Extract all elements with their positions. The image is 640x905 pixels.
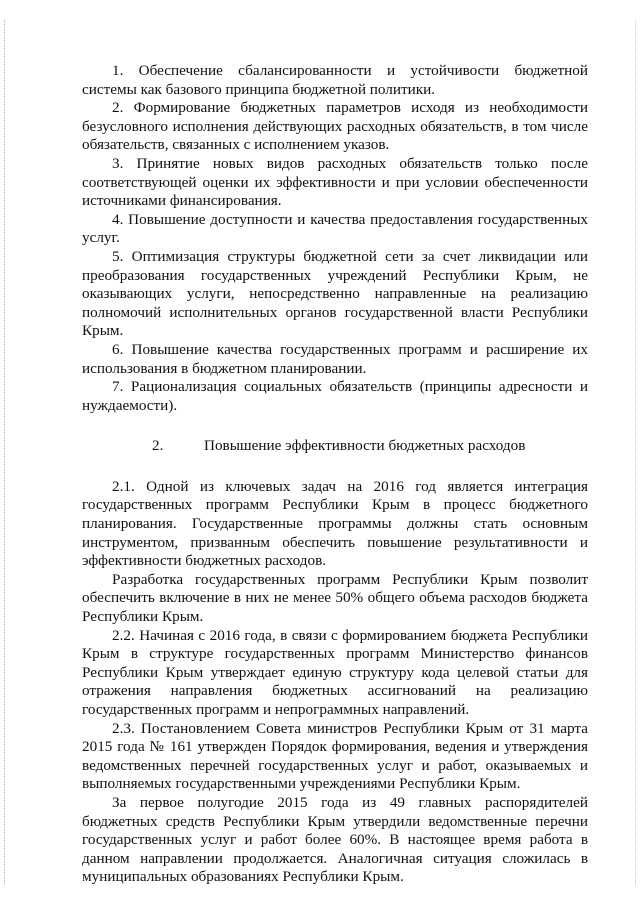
list-item-5: 5. Оптимизация структуры бюджетной сети за счет ликвидации или преобразования государственных учреждений Республики Крым, не оказывающих услуги, непосредственно направленные на реализацию полномочий исполнительных органов государственной власти Республики Крым. <box>82 247 588 340</box>
paragraph-2-1: 2.1. Одной из ключевых задач на 2016 год является интеграция государственных программ Республики Крым в процесс бюджетного планирования. Государственные программы должны стать основным инструментом, призванным обеспечить повышение результативности и эффективности бюджетных расходов. <box>82 477 588 570</box>
list-item-2: 2. Формирование бюджетных параметров исходя из необходимости безусловного исполнения действующих расходных обязательств, в том числе обязательств, связанных с исполнением указов. <box>82 99 588 154</box>
paragraph-2-1-cont: Разработка государственных программ Республики Крым позволит обеспечить включение в них не менее 50% общего объема расходов бюджета Республики Крым. <box>82 570 588 626</box>
section-number: 2. <box>152 437 164 455</box>
list-item-7: 7. Рационализация социальных обязательств (принципы адресности и нуждаемости). <box>82 378 588 414</box>
paragraph-2-3: 2.3. Постановлением Совета министров Республики Крым от 31 марта 2015 года № 161 утвержден Порядок формирования, ведения и утверждения ведомственных перечней государственных услуг и работ, оказываемых и выполняемых государственными учреждениями Республики Крым. <box>82 719 588 793</box>
list-item-1: 1. Обеспечение сбалансированности и устойчивости бюджетной системы как базового принципа бюджетной политики. <box>82 62 588 98</box>
scan-edge-left <box>4 20 5 885</box>
list-item-4: 4. Повышение доступности и качества предоставления государственных услуг. <box>82 210 588 247</box>
list-item-6: 6. Повышение качества государственных программ и расширение их использования в бюджетном планировании. <box>82 340 588 377</box>
paragraph-2-3-cont: За первое полугодие 2015 года из 49 главных распорядителей бюджетных средств Республики Крым утвердили ведомственные перечни государственных услуг и работ более 60%. В настоящее время работа в данном направлении продолжается. Аналогичная ситуация сложилась в муниципальных образованиях Республики Крым. <box>82 793 588 886</box>
document-body <box>82 62 588 887</box>
section-title: Повышение эффективности бюджетных расходов <box>204 437 526 455</box>
list-item-3: 3. Принятие новых видов расходных обязательств только после соответствующей оценки их эффективности и при условии обеспеченности источниками финансирования. <box>82 154 588 210</box>
scan-edge-right <box>635 20 636 885</box>
paragraph-2-2: 2.2. Начиная с 2016 года, в связи с формированием бюджета Республики Крым в структуре государственных программ Министерство финансов Республики Крым утверждает единую структуру кода целевой статьи для отражения направления бюджетных ассигнований на реализацию государственных программ и непрограммных направлений. <box>82 626 588 718</box>
section-heading <box>82 437 588 456</box>
